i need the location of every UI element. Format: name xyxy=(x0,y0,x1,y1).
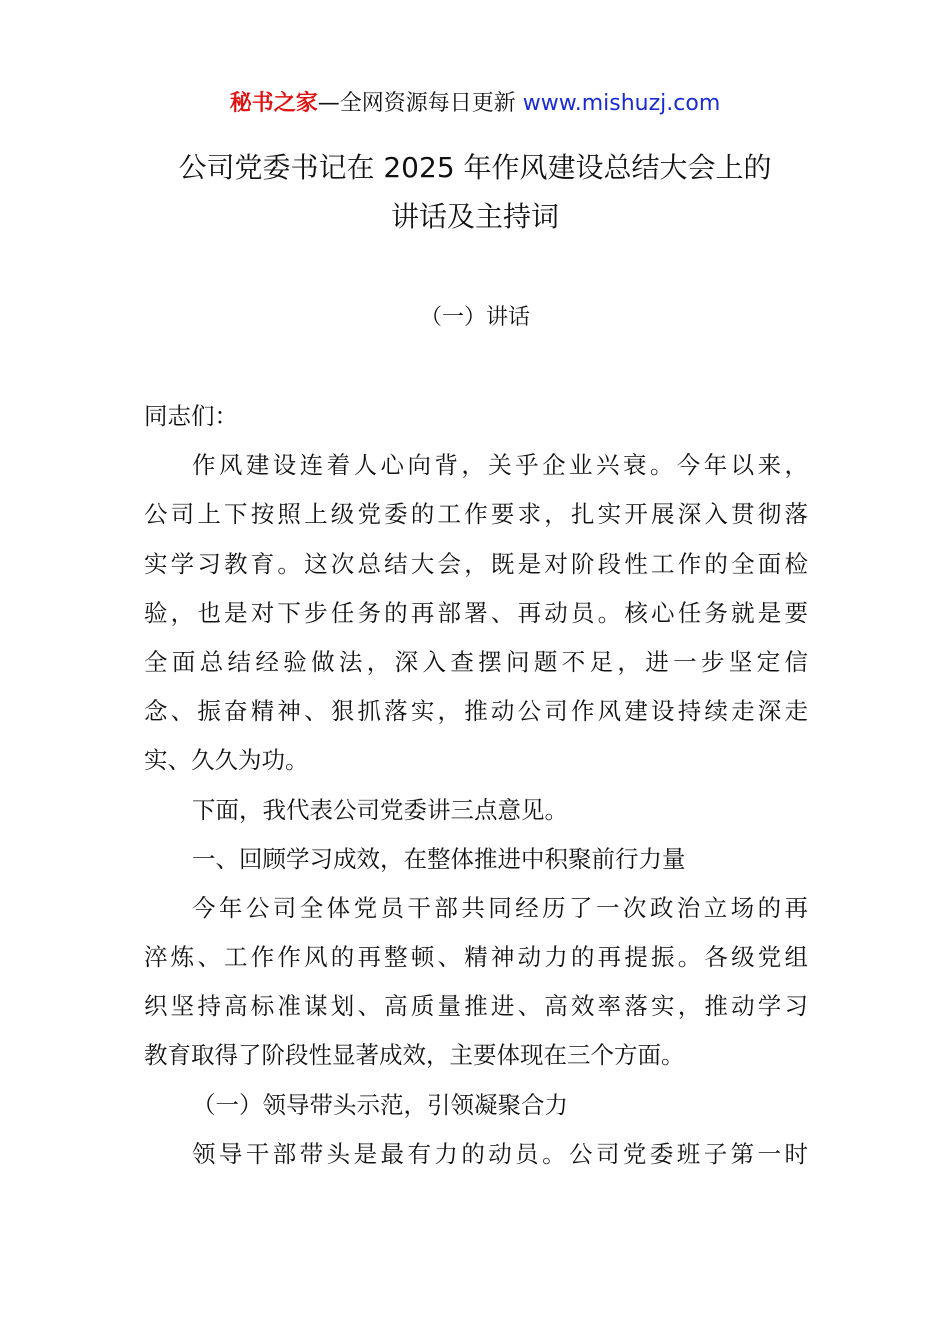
title-line-1: 公司党委书记在 2025 年作风建设总结大会上的 xyxy=(178,151,772,184)
paragraph-line: 作风建设连着人心向背，关乎企业兴衰。今年以来， xyxy=(192,451,808,480)
paragraph-line: 念、振奋精神、狠抓落实，推动公司作风建设持续走深走 xyxy=(144,697,808,726)
document-title xyxy=(90,143,860,241)
paragraph-line: 验，也是对下步任务的再部署、再动员。核心任务就是要 xyxy=(144,598,808,627)
subheading-1: 一、回顾学习成效，在整体推进中积聚前行力量 xyxy=(192,844,686,873)
salutation: 同志们： xyxy=(144,402,238,430)
paragraph-line: 全面总结经验做法，深入查摆问题不足，进一步坚定信 xyxy=(144,647,808,676)
paragraph-line: 实、久久为功。 xyxy=(144,746,309,775)
paragraph-line: 实学习教育。这次总结大会，既是对阶段性工作的全面检 xyxy=(144,549,808,578)
speech-body xyxy=(144,392,808,1179)
paragraph-line: 淬炼、工作作风的再整顿、精神动力的再提振。各级党组 xyxy=(144,943,808,972)
header-tagline: —全网资源每日更新 xyxy=(317,91,516,116)
site-url-link[interactable]: www.mishuzj.com xyxy=(522,91,721,116)
paragraph-line: 今年公司全体党员干部共同经历了一次政治立场的再 xyxy=(192,893,808,922)
paragraph-line: 教育取得了阶段性显著成效，主要体现在三个方面。 xyxy=(144,1041,685,1070)
paragraph-line: 下面，我代表公司党委讲三点意见。 xyxy=(192,795,568,824)
paragraph-line: 织坚持高标准谋划、高质量推进、高效率落实，推动学习 xyxy=(144,992,808,1021)
brand-name: 秘书之家 xyxy=(229,91,318,116)
subheading-1-1: （一）领导带头示范，引领凝聚合力 xyxy=(192,1090,568,1119)
title-line-2: 讲话及主持词 xyxy=(390,200,559,233)
paragraph-line: 公司上下按照上级党委的工作要求，扎实开展深入贯彻落 xyxy=(144,500,808,529)
paragraph-line: 领导干部带头是最有力的动员。公司党委班子第一时 xyxy=(192,1139,808,1168)
section-heading: （一）讲话 xyxy=(419,305,530,330)
site-header xyxy=(0,86,950,122)
